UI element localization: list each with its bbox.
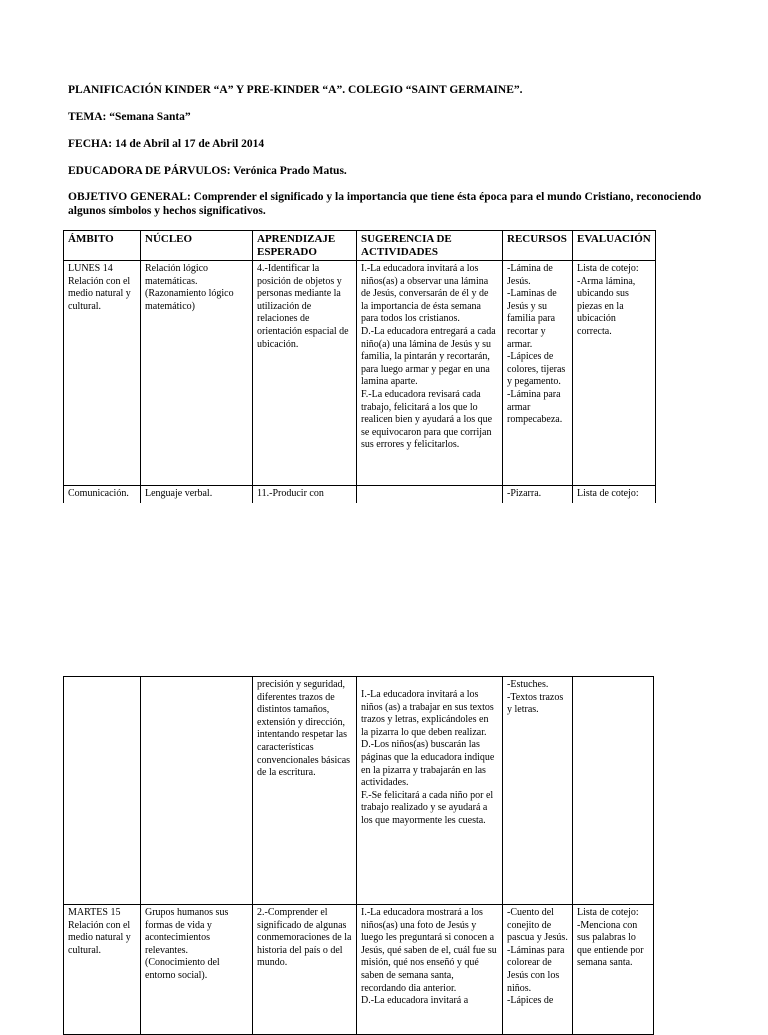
cell-text-line: -Lápices de [507,995,554,1007]
cell-text-line: -Laminas de Jesús y su familia para recortar y armar. [507,288,557,350]
cell-text-line: Lenguaje verbal. [145,488,213,499]
col-header-recursos: RECURSOS [503,231,573,261]
cell-text-line: -Arma lámina, ubicando sus piezas en la ubicación correcta. [577,275,636,337]
cell-aprendizaje [253,905,357,1035]
cell-nucleo [141,261,253,486]
cell-text-line: Relación lógico matemáticas. [145,263,209,287]
cell-ambito [64,261,141,486]
cell-aprendizaje [253,677,357,905]
cell-text-line: -Láminas para colorear de Jesús con los niños. [507,944,565,994]
fecha-line: FECHA: 14 de Abril al 17 de Abril 2014 [68,138,265,150]
educadora-line: EDUCADORA DE PÁRVULOS: Verónica Prado Matus. [68,165,347,177]
cell-text-line: -Lámina de Jesús. [507,263,553,287]
cell-text-line: D.-La educadora entregará a cada niño(a) una lámina de Jesús y su familia, la pintarán y recortarán, para luego armar y pegar en una lamina aparte. [361,325,496,388]
tema-line: TEMA: “Semana Santa” [68,111,191,123]
cell-text-line: 11.-Producir con [257,488,324,499]
cell-ambito [64,677,141,905]
cell-text-line: Lista de cotejo: [577,907,639,918]
cell-recursos [503,261,573,486]
cell-text-line: I.-La educadora invitará a los niños (as) a trabajar en sus textos trazos y letras, explicándoles en la pizarra lo que deben realizar. [361,689,494,738]
table-row [64,677,654,905]
cell-text-line: -Pizarra. [507,488,542,499]
cell-nucleo [141,677,253,905]
planning-table-page1 [63,230,656,503]
cell-text-line: 2.-Comprender el significado de algunas conmemoraciones de la historia del país o del mundo. [257,907,352,969]
col-header-nucleo: NÚCLEO [141,231,253,261]
cell-actividades [357,677,503,905]
cell-text-line: Grupos humanos sus formas de vida y acontecimientos relevantes. [145,907,229,956]
col-header-actividades: SUGERENCIA DE ACTIVIDADES [357,231,503,261]
cell-recursos [503,486,573,503]
cell-evaluacion [573,486,656,503]
planning-table-page2 [63,676,654,1035]
cell-text-line: -Lámina para armar rompecabeza. [507,388,563,426]
objetivo-general: OBJETIVO GENERAL: Comprender el significado y la importancia que tiene ésta época para el mundo Cristiano, reconociendo algunos símbolos y hechos significativos. [68,191,702,217]
cell-text-line: -Estuches. [507,679,549,690]
cell-text-line: Relación con el medio natural y cultural. [68,275,131,312]
table-row [64,486,656,503]
cell-text-line: 4.-Identificar la posición de objetos y personas mediante la utilización de relaciones de orientación espacial de ubicación. [257,263,349,350]
table-header-row [64,231,656,261]
cell-nucleo [141,486,253,503]
table-row [64,905,654,1035]
cell-evaluacion [573,261,656,486]
cell-nucleo [141,905,253,1035]
cell-text-line: -Menciona con sus palabras lo que entiende por semana santa. [577,919,644,969]
cell-text-line: I.-La educadora invitará a los niños(as) a observar una lámina de Jesús, conversarán de él y de la importancia de ésta semana para todos los cristianos. [361,263,489,325]
cell-ambito [64,905,141,1035]
cell-text-line: Comunicación. [68,488,129,499]
cell-actividades [357,905,503,1035]
cell-text-line: LUNES 14 [68,263,113,274]
cell-recursos [503,677,573,905]
cell-text-line: -Textos trazos y letras. [507,691,564,716]
cell-aprendizaje [253,486,357,503]
cell-text-line: I.-La educadora mostrará a los niños(as) una foto de Jesús y luego les preguntará si conocen a Jesús, qué saben de el, cuál fue su misión, qué nos enseñó y qué saben de semana santa, recordando dia anterior. [361,907,497,994]
cell-aprendizaje [253,261,357,486]
cell-recursos [503,905,573,1035]
cell-text-line: F.-La educadora revisará cada trabajo, felicitará a los que lo realicen bien y ayudará a los que se equivocaron para que corrijan sus errores y felicitarlos. [361,388,493,451]
cell-text-line: F.-Se felicitará a cada niño por el trabajo realizado y se ayudará a los que mayormente les cuesta. [361,789,494,826]
cell-text-line: (Conocimiento del entorno social). [145,957,220,981]
cell-text-line: Lista de cotejo: [577,263,639,274]
cell-evaluacion [573,905,654,1035]
cell-text-line: Lista de cotejo: [577,488,639,499]
cell-text-line: D.-La educadora invitará a [361,995,469,1007]
cell-evaluacion [573,677,654,905]
col-header-ambito: ÁMBITO [64,231,141,261]
cell-actividades [357,261,503,486]
col-header-evaluacion: EVALUACIÓN [573,231,656,261]
cell-text-line: D.-Los niños(as) buscarán las páginas que la educadora indique en la pizarra y trabajarán en las actividades. [361,739,495,789]
table-row [64,261,656,486]
cell-text-line: -Cuento del conejito de pascua y Jesús. [507,907,568,944]
col-header-aprendizaje: APRENDIZAJE ESPERADO [253,231,357,261]
cell-text-line: (Razonamiento lógico matemático) [145,288,234,312]
cell-text-line: MARTES 15 [68,907,121,918]
document-title: PLANIFICACIÓN KINDER “A” Y PRE-KINDER “A”. COLEGIO “SAINT GERMAINE”. [68,84,523,96]
cell-text-line: -Lápices de colores, tijeras y pegamento. [507,351,566,388]
cell-text-line: Relación con el medio natural y cultural. [68,919,131,956]
cell-text-line: precisión y seguridad, diferentes trazos de distintos tamaños, extensión y dirección, intentando respetar las características convencionales básicas de la escritura. [257,679,351,779]
cell-actividades [357,486,503,503]
cell-ambito [64,486,141,503]
